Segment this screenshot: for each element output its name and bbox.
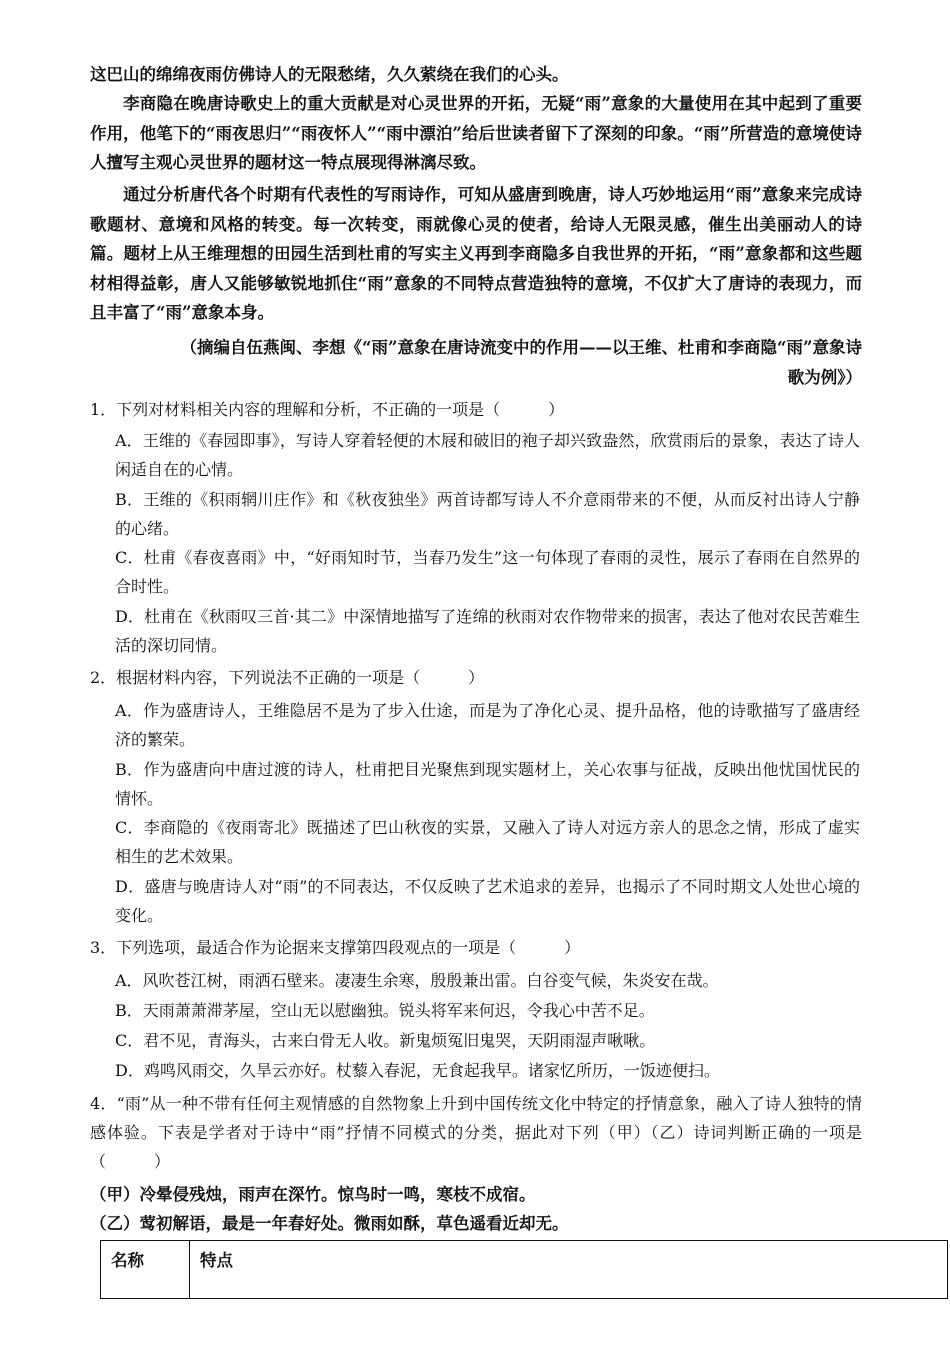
- question-3-option-c: C．君不见，青海头，古来白骨无人收。新鬼烦冤旧鬼哭，天阴雨湿声啾啾。: [115, 1031, 656, 1050]
- source-line-1: （摘编自伍燕闽、李想《“雨”意象在唐诗流变中的作用——以王维、杜甫和李商隐“雨”意象诗: [180, 338, 862, 357]
- question-1-option-a: A．王维的《春园即事》，写诗人穿着轻便的木屐和破旧的袍子却兴致盎然，欣赏雨后的景象，表达了诗人闲适自在的心情。: [115, 431, 860, 479]
- passage-paragraph-1: 李商隐在晚唐诗歌史上的重大贡献是对心灵世界的开拓，无疑“雨”意象的大量使用在其中起到了重要作用，他笔下的“雨夜思归”“雨夜怀人”“雨中漂泊”给后世读者留下了深刻的印象。“雨”所营造的意境使诗人擅写主观心灵世界的题材这一特点展现得淋漓尽致。: [90, 94, 862, 172]
- question-1-option-c: C．杜甫《春夜喜雨》中，“好雨知时节，当春乃发生”这一句体现了春雨的灵性，展示了春雨在自然界的合时性。: [115, 548, 860, 596]
- question-4-stem: 4．“雨”从一种不带有任何主观情感的自然物象上升到中国传统文化中特定的抒情意象，融入了诗人独特的情感体验。下表是学者对于诗中“雨”抒情不同模式的分类，据此对下列（甲）（乙）诗词判断正确的一项是（ ）: [90, 1094, 862, 1171]
- question-2-option-c: C．李商隐的《夜雨寄北》既描述了巴山秋夜的实景，又融入了诗人对远方亲人的思念之情，形成了虚实相生的艺术效果。: [115, 818, 860, 866]
- rain-mode-table: [100, 1240, 948, 1299]
- table-header-row: [101, 1241, 948, 1299]
- passage-paragraph-2: 通过分析唐代各个时期有代表性的写雨诗作，可知从盛唐到晚唐，诗人巧妙地运用“雨”意象来完成诗歌题材、意境和风格的转变。每一次转变，雨就像心灵的使者，给诗人无限灵感，催生出美丽动人的诗篇。题材上从王维理想的田园生活到杜甫的写实主义再到李商隐多自我世界的开拓，“雨”意象都和这些题材相得益彰，唐人又能够敏锐地抓住“雨”意象的不同特点营造独特的意境，不仅扩大了唐诗的表现力，而且丰富了“雨”意象本身。: [90, 185, 862, 322]
- question-1-option-d: D．杜甫在《秋雨叹三首·其二》中深情地描写了连绵的秋雨对农作物带来的损害，表达了他对农民苦难生活的深切同情。: [115, 607, 860, 655]
- question-2-option-d: D．盛唐与晚唐诗人对“雨”的不同表达，不仅反映了艺术追求的差异，也揭示了不同时期文人处世心境的变化。: [115, 877, 860, 925]
- table-header-name: 名称: [101, 1241, 190, 1299]
- question-2-option-b: B．作为盛唐向中唐过渡的诗人，杜甫把目光聚焦到现实题材上，关心农事与征战，反映出他忧国忧民的情怀。: [115, 760, 860, 808]
- question-1-stem: 1．下列对材料相关内容的理解和分析，不正确的一项是（ ）: [90, 400, 565, 419]
- poem-yi: （乙）莺初解语，最是一年春好处。微雨如酥，草色遥看近却无。: [90, 1214, 569, 1233]
- passage-paragraph-0: 这巴山的绵绵夜雨仿佛诗人的无限愁绪，久久萦绕在我们的心头。: [90, 65, 569, 84]
- source-line-2: 歌为例》）: [787, 367, 862, 387]
- question-2-stem: 2．根据材料内容，下列说法不正确的一项是（ ）: [90, 668, 485, 687]
- question-2-option-a: A．作为盛唐诗人，王维隐居不是为了步入仕途，而是为了净化心灵、提升品格，他的诗歌描写了盛唐经济的繁荣。: [115, 701, 860, 749]
- question-3-option-a: A．风吹苍江树，雨洒石壁来。凄凄生余寒，殷殷兼出雷。白谷变气候，朱炎安在哉。: [115, 971, 719, 990]
- question-3-option-b: B．天雨萧萧滞茅屋，空山无以慰幽独。锐头将军来何迟，令我心中苦不足。: [115, 1001, 655, 1020]
- poem-jia: （甲）冷晕侵残烛，雨声在深竹。惊鸟时一鸣，寒枝不成宿。: [90, 1185, 536, 1204]
- passage-source: [90, 333, 862, 392]
- question-3-stem: 3．下列选项，最适合作为论据来支撑第四段观点的一项是（ ）: [90, 938, 581, 957]
- question-3-option-d: D．鸡鸣风雨交，久旱云亦好。杖藜入春泥，无食起我早。诸家忆所历，一饭迹便扫。: [115, 1061, 720, 1080]
- table-header-feature: 特点: [190, 1241, 948, 1299]
- question-1-option-b: B．王维的《积雨辋川庄作》和《秋夜独坐》两首诗都写诗人不介意雨带来的不便，从而反衬出诗人宁静的心绪。: [115, 490, 860, 538]
